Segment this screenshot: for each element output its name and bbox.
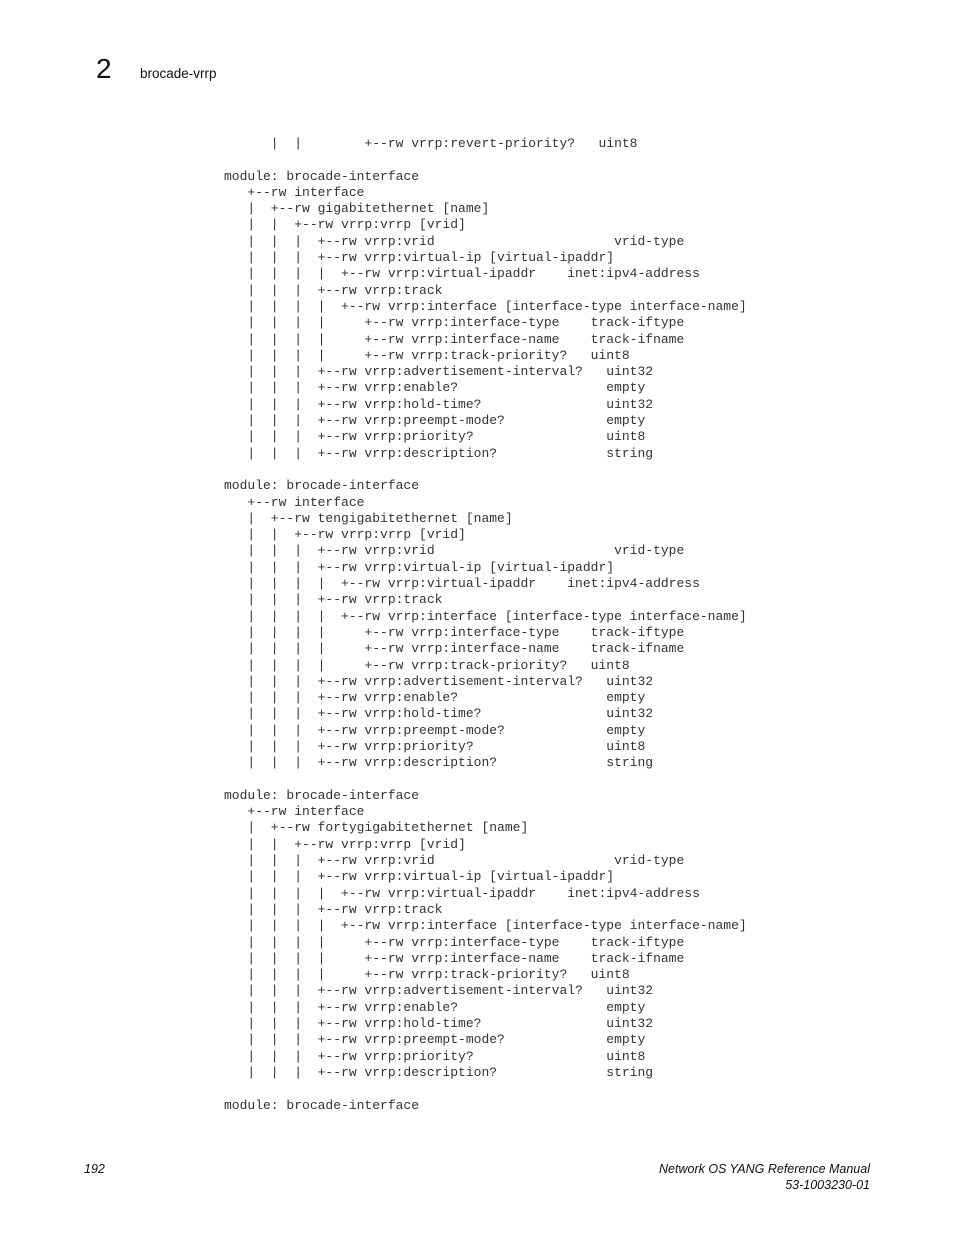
code-line: | | | +--rw vrrp:advertisement-interval? uint32 (224, 983, 654, 999)
chapter-number: 2 (96, 53, 112, 84)
code-line: module: brocade-interface (224, 168, 420, 184)
code-line: | | | | +--rw vrrp:virtual-ipaddr inet:ipv4-address (224, 576, 700, 592)
code-line: | +--rw gigabitethernet [name] (224, 201, 490, 217)
code-line: | | | +--rw vrrp:description? string (224, 755, 654, 771)
code-line: | +--rw tengigabitethernet [name] (224, 510, 513, 526)
code-line: | +--rw fortygigabitethernet [name] (224, 820, 529, 836)
footer-manual-title: Network OS YANG Reference Manual (659, 1162, 870, 1176)
code-line: | | | +--rw vrrp:enable? empty (224, 999, 646, 1015)
code-line: | | | | +--rw vrrp:virtual-ipaddr inet:ipv4-address (224, 885, 700, 901)
code-line (224, 772, 747, 788)
code-line: +--rw interface (224, 804, 365, 820)
code-line: | | +--rw vrrp:vrrp [vrid] (224, 217, 466, 233)
code-line: | | | | +--rw vrrp:interface-type track-iftype (224, 934, 685, 950)
code-line: | | | +--rw vrrp:vrid vrid-type (224, 853, 685, 869)
code-line: | | | +--rw vrrp:enable? empty (224, 690, 646, 706)
code-line: | | | +--rw vrrp:track (224, 282, 443, 298)
code-line: | | | | +--rw vrrp:interface [interface-type interface-name] (224, 298, 747, 314)
code-line (224, 1081, 747, 1097)
code-line: | | | +--rw vrrp:virtual-ip [virtual-ipaddr] (224, 869, 615, 885)
code-line: | | | +--rw vrrp:track (224, 592, 443, 608)
footer-document-id: 53-1003230-01 (785, 1178, 870, 1192)
code-line: | | | | +--rw vrrp:interface-name track-ifname (224, 641, 685, 657)
code-line: | | | +--rw vrrp:priority? uint8 (224, 429, 646, 445)
code-line: | | | +--rw vrrp:priority? uint8 (224, 1048, 646, 1064)
code-line: | | | +--rw vrrp:priority? uint8 (224, 738, 646, 754)
code-line: | | | +--rw vrrp:description? string (224, 445, 654, 461)
code-line: | | | | +--rw vrrp:interface [interface-type interface-name] (224, 918, 747, 934)
code-line: | | | +--rw vrrp:virtual-ip [virtual-ipaddr] (224, 250, 615, 266)
code-line: | | | +--rw vrrp:hold-time? uint32 (224, 1016, 654, 1032)
code-line: | | | +--rw vrrp:enable? empty (224, 380, 646, 396)
code-line: | | | | +--rw vrrp:virtual-ipaddr inet:ipv4-address (224, 266, 700, 282)
footer-manual-info (659, 1161, 870, 1193)
code-line: | | | | +--rw vrrp:track-priority? uint8 (224, 657, 630, 673)
code-line: | | | +--rw vrrp:description? string (224, 1064, 654, 1080)
code-line: | | +--rw vrrp:vrrp [vrid] (224, 527, 466, 543)
code-line: | | | | +--rw vrrp:track-priority? uint8 (224, 967, 630, 983)
code-line: | | +--rw vrrp:vrrp [vrid] (224, 836, 466, 852)
code-line: | | | +--rw vrrp:advertisement-interval? uint32 (224, 673, 654, 689)
code-line: module: brocade-interface (224, 787, 420, 803)
code-line: | | | | +--rw vrrp:track-priority? uint8 (224, 347, 630, 363)
code-line: | | | +--rw vrrp:preempt-mode? empty (224, 413, 646, 429)
code-line (224, 152, 747, 168)
code-line: | | +--rw vrrp:revert-priority? uint8 (224, 136, 638, 151)
code-line: | | | +--rw vrrp:virtual-ip [virtual-ipaddr] (224, 559, 615, 575)
code-line: | | | | +--rw vrrp:interface-name track-ifname (224, 950, 685, 966)
code-line: | | | +--rw vrrp:vrid vrid-type (224, 233, 685, 249)
code-line: | | | | +--rw vrrp:interface-type track-iftype (224, 315, 685, 331)
code-line: module: brocade-interface (224, 478, 420, 494)
code-line: | | | | +--rw vrrp:interface-type track-iftype (224, 624, 685, 640)
code-line: +--rw interface (224, 494, 365, 510)
chapter-title: brocade-vrrp (140, 66, 217, 81)
code-line: | | | +--rw vrrp:advertisement-interval? uint32 (224, 364, 654, 380)
code-line: | | | +--rw vrrp:vrid vrid-type (224, 543, 685, 559)
code-line: | | | +--rw vrrp:hold-time? uint32 (224, 706, 654, 722)
code-line: | | | +--rw vrrp:track (224, 901, 443, 917)
code-line: | | | +--rw vrrp:preempt-mode? empty (224, 1032, 646, 1048)
code-line: | | | +--rw vrrp:preempt-mode? empty (224, 722, 646, 738)
code-line (224, 462, 747, 478)
code-line: module: brocade-interface (224, 1097, 420, 1113)
footer-page-number: 192 (84, 1162, 105, 1176)
code-line: | | | | +--rw vrrp:interface [interface-type interface-name] (224, 608, 747, 624)
code-line: | | | +--rw vrrp:hold-time? uint32 (224, 396, 654, 412)
yang-tree-code-block (224, 136, 747, 1114)
code-line: | | | | +--rw vrrp:interface-name track-ifname (224, 331, 685, 347)
code-line: +--rw interface (224, 184, 365, 200)
